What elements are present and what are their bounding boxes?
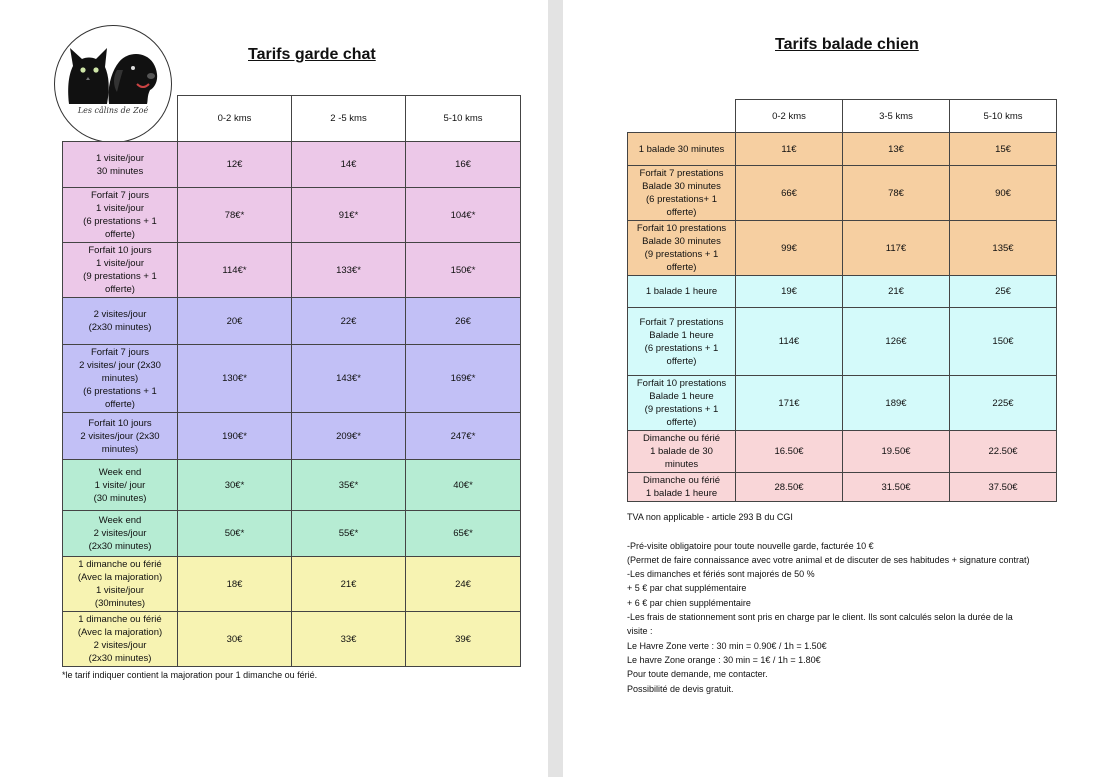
price-cell: 133€* — [292, 243, 406, 298]
cat-header-row — [63, 96, 521, 142]
price-cell: 18€ — [178, 557, 292, 612]
table-row — [63, 243, 521, 298]
header-blank — [628, 100, 736, 133]
table-row — [628, 221, 1057, 276]
cat-title: Tarifs garde chat — [248, 46, 376, 63]
service-label: Forfait 10 prestations Balade 30 minutes (9 prestations + 1 offerte) — [628, 221, 736, 276]
price-cell: 190€* — [178, 413, 292, 460]
service-label: Forfait 10 jours 2 visites/jour (2x30 minutes) — [63, 413, 178, 460]
price-cell: 40€* — [406, 460, 521, 511]
table-row — [63, 557, 521, 612]
note-line: + 5 € par chat supplémentaire — [627, 583, 747, 594]
service-label: Forfait 7 prestations Balade 30 minutes (6 prestations+ 1 offerte) — [628, 166, 736, 221]
price-cell: 11€ — [736, 133, 843, 166]
service-label: 1 dimanche ou férié (Avec la majoration) 2 visites/jour (2x30 minutes) — [63, 612, 178, 667]
table-row — [628, 308, 1057, 376]
price-cell: 37.50€ — [950, 473, 1057, 502]
table-row — [63, 612, 521, 667]
note-line: (Permet de faire connaissance avec votre animal et de discuter de ses habitudes + signature contrat) — [627, 554, 1030, 565]
price-cell: 126€ — [843, 308, 950, 376]
price-cell: 25€ — [950, 276, 1057, 308]
service-label: 1 dimanche ou férié (Avec la majoration) 1 visite/jour (30minutes) — [63, 557, 178, 612]
note-line: Le Havre Zone verte : 30 min = 0.90€ / 1h = 1.50€ — [627, 640, 827, 651]
table-row — [628, 376, 1057, 431]
price-cell: 19.50€ — [843, 431, 950, 473]
price-cell: 16.50€ — [736, 431, 843, 473]
price-cell: 21€ — [843, 276, 950, 308]
price-cell: 104€* — [406, 188, 521, 243]
price-cell: 225€ — [950, 376, 1057, 431]
price-cell: 114€* — [178, 243, 292, 298]
price-cell: 66€ — [736, 166, 843, 221]
price-cell: 91€* — [292, 188, 406, 243]
note-line — [627, 524, 1097, 538]
note-line: Possibilité de devis gratuit. — [627, 683, 734, 694]
column-header: 3-5 kms — [843, 100, 950, 133]
cat-price-table — [62, 95, 521, 667]
price-cell: 209€* — [292, 413, 406, 460]
service-label: Week end 2 visites/jour (2x30 minutes) — [63, 511, 178, 557]
price-cell: 22€ — [292, 298, 406, 345]
price-cell: 117€ — [843, 221, 950, 276]
dog-title: Tarifs balade chien — [775, 36, 919, 53]
price-cell: 28.50€ — [736, 473, 843, 502]
column-header: 2 -5 kms — [292, 96, 406, 142]
table-row — [628, 431, 1057, 473]
table-row — [628, 276, 1057, 308]
price-cell: 12€ — [178, 142, 292, 188]
dog-header-row — [628, 100, 1057, 133]
price-cell: 35€* — [292, 460, 406, 511]
price-cell: 13€ — [843, 133, 950, 166]
table-row — [628, 133, 1057, 166]
price-cell: 189€ — [843, 376, 950, 431]
table-row — [628, 473, 1057, 502]
service-label: Forfait 10 jours 1 visite/jour (9 prestations + 1 offerte) — [63, 243, 178, 298]
service-label: Dimanche ou férié 1 balade 1 heure — [628, 473, 736, 502]
service-label: Forfait 7 prestations Balade 1 heure (6 prestations + 1 offerte) — [628, 308, 736, 376]
cat-price-page — [0, 0, 548, 777]
price-cell: 150€ — [950, 308, 1057, 376]
price-cell: 135€ — [950, 221, 1057, 276]
note-line: Le havre Zone orange : 30 min = 1€ / 1h = 1.80€ — [627, 654, 821, 665]
service-label: 1 balade 1 heure — [628, 276, 736, 308]
price-cell: 78€ — [843, 166, 950, 221]
price-cell: 143€* — [292, 345, 406, 413]
cat-footnote: *le tarif indiquer contient la majoration pour 1 dimanche ou férié. — [62, 670, 318, 680]
table-row — [63, 345, 521, 413]
price-cell: 150€* — [406, 243, 521, 298]
service-label: 2 visites/jour (2x30 minutes) — [63, 298, 178, 345]
price-cell: 114€ — [736, 308, 843, 376]
logo-text: Les câlins de Zoé — [77, 106, 149, 115]
service-label: Forfait 10 prestations Balade 1 heure (9 prestations + 1 offerte) — [628, 376, 736, 431]
dog-price-page — [563, 0, 1111, 777]
service-label: Dimanche ou férié 1 balade de 30 minutes — [628, 431, 736, 473]
service-label: 1 visite/jour 30 minutes — [63, 142, 178, 188]
table-row — [63, 298, 521, 345]
column-header: 5-10 kms — [950, 100, 1057, 133]
price-cell: 247€* — [406, 413, 521, 460]
price-cell: 169€* — [406, 345, 521, 413]
price-cell: 22.50€ — [950, 431, 1057, 473]
page-gap — [548, 0, 563, 777]
price-cell: 99€ — [736, 221, 843, 276]
table-row — [63, 511, 521, 557]
note-line: + 6 € par chien supplémentaire — [627, 597, 751, 608]
price-cell: 39€ — [406, 612, 521, 667]
note-line: -Pré-visite obligatoire pour toute nouvelle garde, facturée 10 € — [627, 540, 874, 551]
service-label: Forfait 7 jours 1 visite/jour (6 prestations + 1 offerte) — [63, 188, 178, 243]
table-row — [63, 460, 521, 511]
price-cell: 26€ — [406, 298, 521, 345]
price-cell: 19€ — [736, 276, 843, 308]
note-line: Pour toute demande, me contacter. — [627, 669, 768, 680]
price-cell: 90€ — [950, 166, 1057, 221]
price-cell: 30€ — [178, 612, 292, 667]
price-cell: 31.50€ — [843, 473, 950, 502]
note-line: visite : — [627, 626, 653, 637]
column-header: 5-10 kms — [406, 96, 521, 142]
price-cell: 55€* — [292, 511, 406, 557]
column-header: 0-2 kms — [178, 96, 292, 142]
price-cell: 14€ — [292, 142, 406, 188]
price-cell: 65€* — [406, 511, 521, 557]
note-line: -Les frais de stationnement sont pris en charge par le client. Ils sont calculés selon la durée de la — [627, 612, 1013, 623]
dog-notes — [627, 510, 1097, 696]
table-row — [628, 166, 1057, 221]
price-cell: 24€ — [406, 557, 521, 612]
note-line: TVA non applicable - article 293 B du CGI — [627, 512, 793, 522]
service-label: Forfait 7 jours 2 visites/ jour (2x30 minutes) (6 prestations + 1 offerte) — [63, 345, 178, 413]
price-cell: 33€ — [292, 612, 406, 667]
price-cell: 130€* — [178, 345, 292, 413]
table-row — [63, 188, 521, 243]
header-blank — [63, 96, 178, 142]
price-cell: 16€ — [406, 142, 521, 188]
service-label: Week end 1 visite/ jour (30 minutes) — [63, 460, 178, 511]
column-header: 0-2 kms — [736, 100, 843, 133]
price-cell: 171€ — [736, 376, 843, 431]
price-cell: 15€ — [950, 133, 1057, 166]
note-line: -Les dimanches et fériés sont majorés de 50 % — [627, 569, 815, 580]
price-cell: 78€* — [178, 188, 292, 243]
table-row — [63, 413, 521, 460]
price-cell: 21€ — [292, 557, 406, 612]
dog-price-table — [627, 99, 1057, 502]
service-label: 1 balade 30 minutes — [628, 133, 736, 166]
table-row — [63, 142, 521, 188]
price-cell: 20€ — [178, 298, 292, 345]
price-cell: 30€* — [178, 460, 292, 511]
price-cell: 50€* — [178, 511, 292, 557]
